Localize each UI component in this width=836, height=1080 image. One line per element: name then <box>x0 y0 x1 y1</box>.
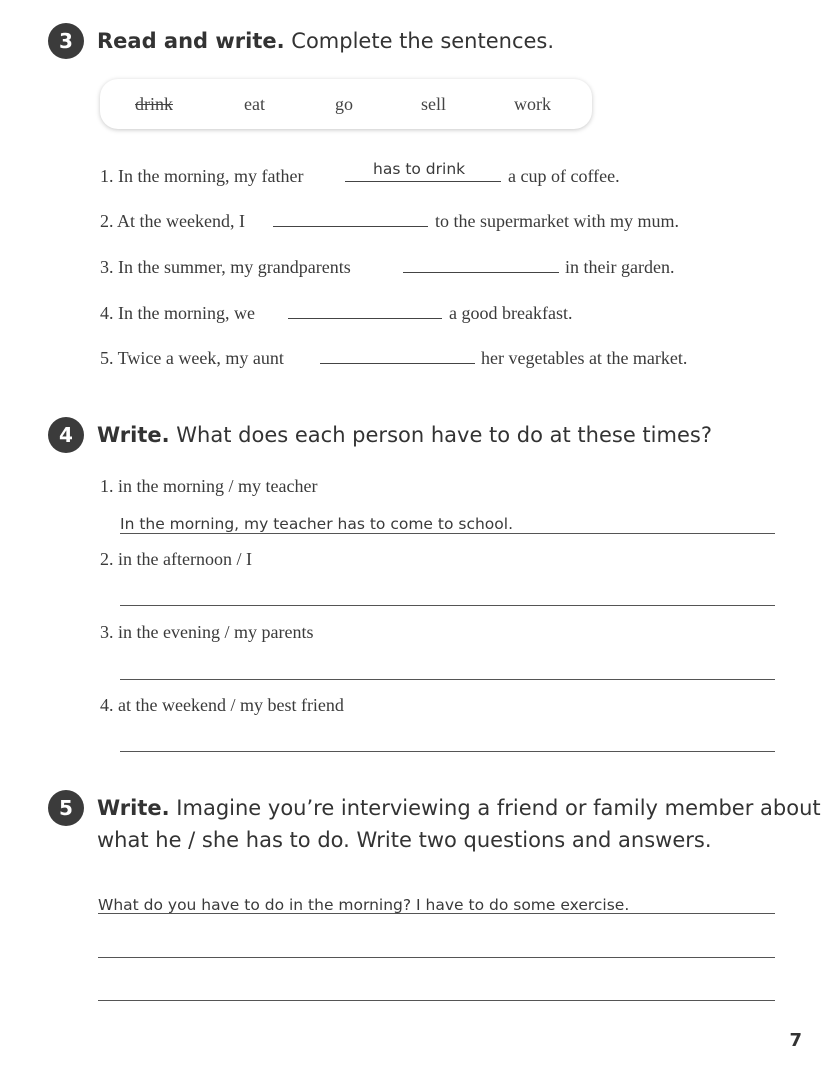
ex3-item-2-blank[interactable] <box>273 226 428 227</box>
heading-rest: What does each person have to do at these times? <box>176 423 712 447</box>
ex3-item-1-answer: has to drink <box>373 160 466 178</box>
ex3-item-5-blank[interactable] <box>320 363 475 364</box>
ex3-item-4-blank[interactable] <box>288 318 442 319</box>
exercise-number: 5 <box>59 796 73 820</box>
exercise-number: 3 <box>59 29 73 53</box>
ex4-item-1-answer: In the morning, my teacher has to come to school. <box>120 515 513 533</box>
ex5-answer-line-1[interactable] <box>98 913 775 914</box>
ex3-item-3-end: in their garden. <box>565 257 675 277</box>
word-eat: eat <box>244 94 265 114</box>
ex4-item-4-prompt: 4. at the weekend / my best friend <box>100 695 344 715</box>
ex5-answer-line-3[interactable] <box>98 1000 775 1001</box>
ex3-item-3-blank[interactable] <box>403 272 559 273</box>
ex3-item-2-start: 2. At the weekend, I <box>100 211 245 231</box>
ex4-item-4-answer-line[interactable] <box>120 751 775 752</box>
ex3-item-2-end: to the supermarket with my mum. <box>435 211 679 231</box>
exercise-5-number-badge <box>48 790 84 826</box>
exercise-number: 4 <box>59 423 73 447</box>
exercise-3-number-badge <box>48 23 84 59</box>
exercise-3-heading <box>97 25 554 57</box>
heading-bold: Read and write. <box>97 29 285 53</box>
ex4-item-3-prompt: 3. in the evening / my parents <box>100 622 314 642</box>
ex4-item-2-prompt: 2. in the afternoon / I <box>100 549 252 569</box>
ex5-answer-1: What do you have to do in the morning? I have to do some exercise. <box>98 896 630 914</box>
word-drink: drink <box>135 94 173 114</box>
ex4-item-1-answer-line[interactable] <box>120 533 775 534</box>
heading-bold: Write. <box>97 423 170 447</box>
heading-rest: Imagine you’re interviewing a friend or family member about <box>176 796 821 820</box>
ex4-item-1-prompt: 1. in the morning / my teacher <box>100 476 318 496</box>
ex3-item-1-end: a cup of coffee. <box>508 166 620 186</box>
ex3-item-4-end: a good breakfast. <box>449 303 573 323</box>
word-sell: sell <box>421 94 446 114</box>
ex3-item-5-start: 5. Twice a week, my aunt <box>100 348 284 368</box>
ex4-item-3-answer-line[interactable] <box>120 679 775 680</box>
heading-bold: Write. <box>97 796 170 820</box>
exercise-4-heading <box>97 419 712 451</box>
ex3-item-4-start: 4. In the morning, we <box>100 303 255 323</box>
ex3-item-1-start: 1. In the morning, my father <box>100 166 304 186</box>
exercise-5-heading-line-1 <box>97 792 821 824</box>
word-work: work <box>514 94 551 114</box>
word-box <box>100 79 592 129</box>
exercise-4-number-badge <box>48 417 84 453</box>
word-go: go <box>335 94 353 114</box>
ex4-item-2-answer-line[interactable] <box>120 605 775 606</box>
ex5-answer-line-2[interactable] <box>98 957 775 958</box>
ex3-item-1-blank[interactable] <box>345 181 501 182</box>
ex3-item-5-end: her vegetables at the market. <box>481 348 688 368</box>
heading-rest: Complete the sentences. <box>291 29 555 53</box>
page-number: 7 <box>789 1030 802 1051</box>
exercise-5-heading-line-2: what he / she has to do. Write two questions and answers. <box>97 828 712 852</box>
ex3-item-3-start: 3. In the summer, my grandparents <box>100 257 351 277</box>
